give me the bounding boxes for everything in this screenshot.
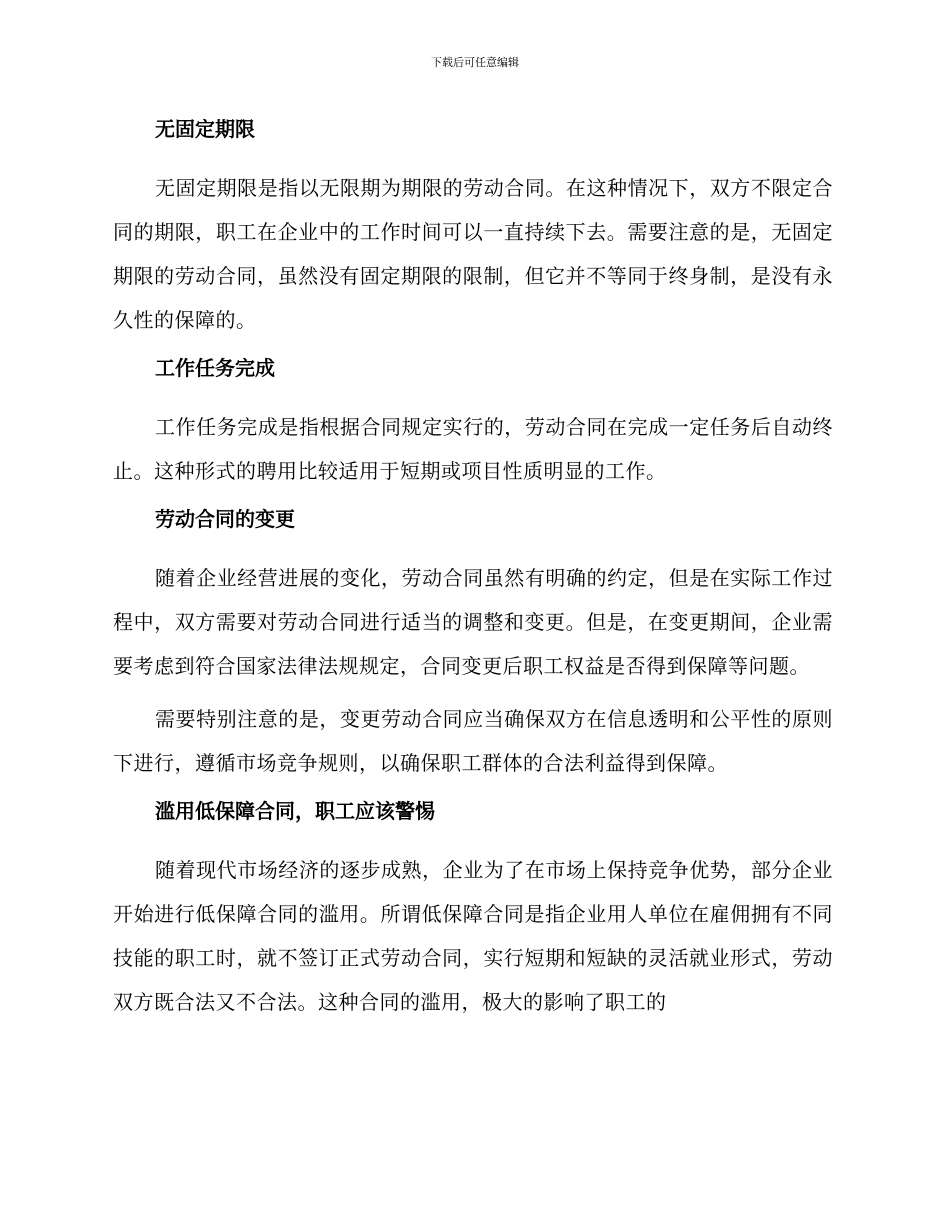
section-heading: 滥用低保障合同，职工应该警惕 [155, 799, 435, 823]
section-heading: 无固定期限 [155, 117, 255, 141]
section-paragraph: 随着现代市场经济的逐步成熟，企业为了在市场上保持竞争优势，部分企业开始进行低保障合同的滥用。所谓低保障合同是指企业用人单位在雇佣拥有不同技能的职工时，就不签订正式劳动合同，实行短期和短缺的灵活就业形式，劳动双方既合法又不合法。这种合同的滥用，极大的影响了职工的 [113, 858, 833, 1014]
section-heading: 工作任务完成 [155, 356, 275, 380]
section-paragraph: 需要特别注意的是，变更劳动合同应当确保双方在信息透明和公平性的原则下进行，遵循市场竞争规则，以确保职工群体的合法利益得到保障。 [113, 707, 833, 775]
section-paragraph: 随着企业经营进展的变化，劳动合同虽然有明确的约定，但是在实际工作过程中，双方需要对劳动合同进行适当的调整和变更。但是，在变更期间，企业需要考虑到符合国家法律法规规定，合同变更后职工权益是否得到保障等问题。 [113, 566, 833, 678]
document-body [113, 112, 833, 1024]
page-header: 下载后可任意编辑 [431, 56, 519, 69]
section-paragraph: 工作任务完成是指根据合同规定实行的，劳动合同在完成一定任务后自动终止。这种形式的聘用比较适用于短期或项目性质明显的工作。 [113, 415, 833, 483]
section-heading: 劳动合同的变更 [155, 507, 295, 531]
section-paragraph: 无固定期限是指以无限期为期限的劳动合同。在这种情况下，双方不限定合同的期限，职工在企业中的工作时间可以一直持续下去。需要注意的是，无固定期限的劳动合同，虽然没有固定期限的限制，但它并不等同于终身制，是没有永久性的保障的。 [113, 176, 833, 332]
